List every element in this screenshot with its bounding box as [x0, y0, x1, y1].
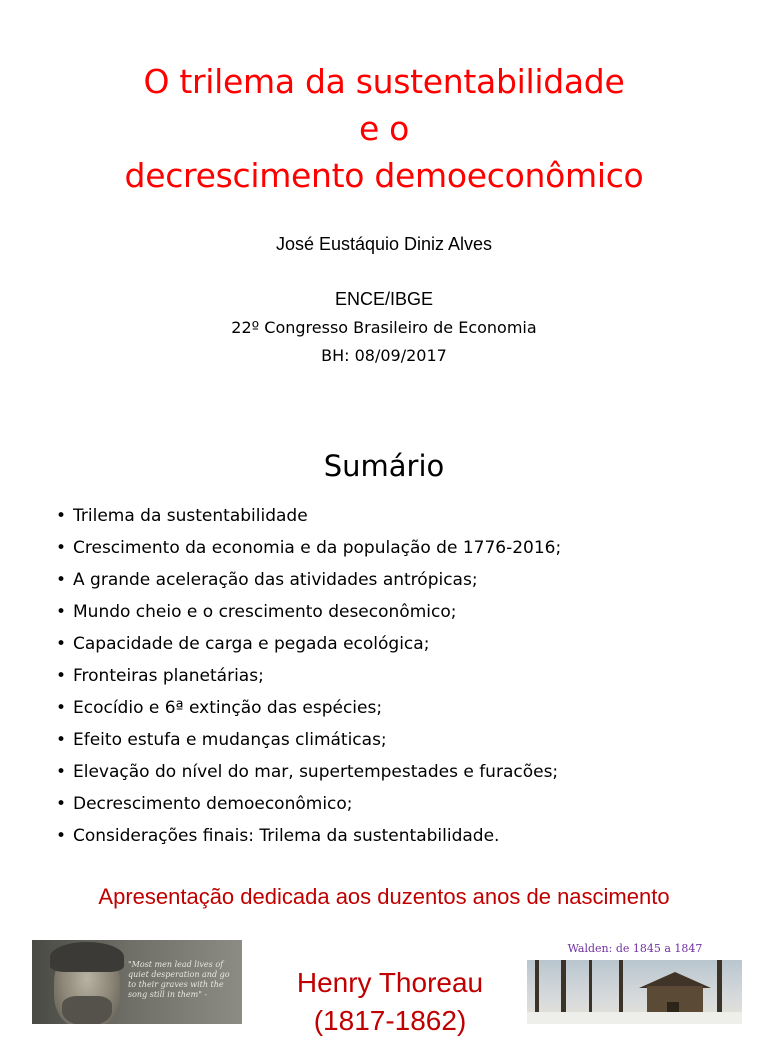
title-slide [0, 0, 768, 440]
thoreau-name-line: Henry Thoreau [296, 967, 484, 998]
thoreau-dates: (1817-1862) [313, 1005, 467, 1036]
thoreau-portrait-image [32, 940, 242, 1024]
title-line: decrescimento demoeconômico [124, 156, 644, 195]
list-item: • Trilema da sustentabilidade [56, 500, 561, 532]
author-name: José Eustáquio Diniz Alves [275, 234, 493, 254]
walden-caption: Walden: de 1845 a 1847 [567, 942, 703, 955]
dedication-text: Apresentação dedicada aos duzentos anos de nascimento [98, 884, 670, 909]
summary-list [56, 500, 561, 852]
event-name: 22º Congresso Brasileiro de Economia [231, 318, 537, 337]
title-line: O trilema da sustentabilidade [143, 62, 625, 101]
portrait-quote: "Most men lead lives of quiet desperation and go to their graves with the song still in them" - [128, 960, 230, 999]
list-item: • Considerações finais: Trilema da sustentabilidade. [56, 820, 561, 852]
summary-title: Sumário [323, 449, 445, 483]
event-date: BH: 08/09/2017 [321, 346, 447, 365]
walden-cabin-image [527, 960, 742, 1024]
institution: ENCE/IBGE [334, 289, 434, 309]
list-item: • Crescimento da economia e da população de 1776-2016; [56, 532, 561, 564]
presentation-title [0, 58, 768, 199]
list-item: • Mundo cheio e o crescimento deseconômico; [56, 596, 561, 628]
title-line: e o [358, 109, 410, 148]
list-item: • Elevação do nível do mar, supertempestades e furacões; [56, 756, 561, 788]
portrait-hair [50, 942, 124, 972]
thoreau-name [270, 964, 510, 1040]
snow-ground [527, 1012, 742, 1024]
list-item: • Efeito estufa e mudanças climáticas; [56, 724, 561, 756]
list-item: • A grande aceleração das atividades antrópicas; [56, 564, 561, 596]
list-item: • Decrescimento demoeconômico; [56, 788, 561, 820]
portrait-beard [62, 996, 112, 1024]
list-item: • Fronteiras planetárias; [56, 660, 561, 692]
list-item: • Capacidade de carga e pegada ecológica; [56, 628, 561, 660]
list-item: • Ecocídio e 6ª extinção das espécies; [56, 692, 561, 724]
